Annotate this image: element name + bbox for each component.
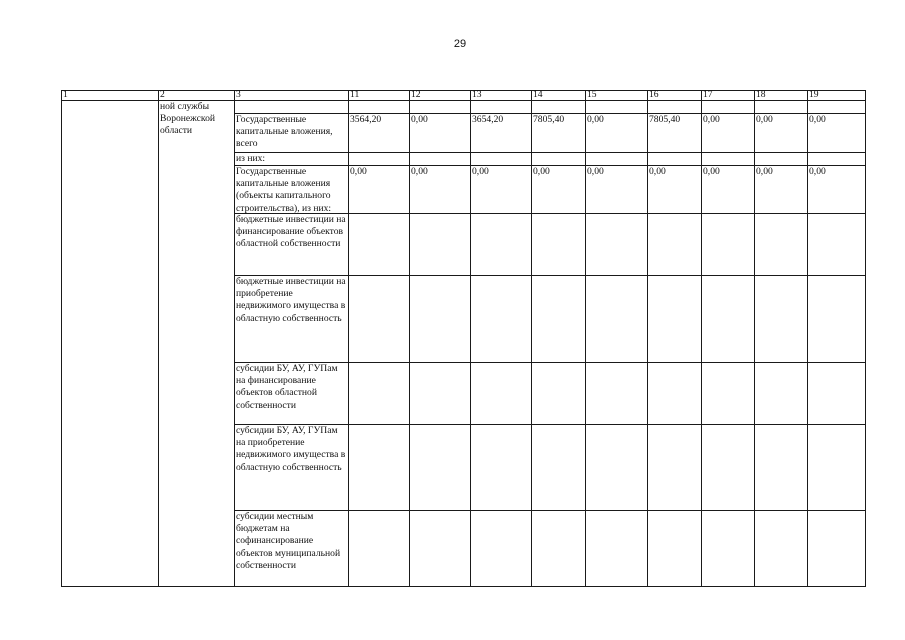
value-cell: 0,00 (703, 114, 720, 125)
column-header: 16 (649, 89, 659, 100)
table-border-left (61, 90, 62, 586)
value-cell: 0,00 (350, 166, 367, 177)
table-border-right (865, 90, 866, 586)
row-label: из них: (236, 153, 266, 164)
row-label: бюджетные инвестиции на финансирование объектов областной собственности (236, 214, 346, 250)
column-header: 1 (63, 89, 68, 100)
column-header: 18 (756, 89, 766, 100)
column-header: 11 (350, 89, 360, 100)
column-header: 17 (703, 89, 713, 100)
value-cell: 0,00 (649, 166, 666, 177)
column-header: 19 (809, 89, 819, 100)
row-label: субсидии БУ, АУ, ГУПам на приобретение недвижимого имущества в областную собственность (236, 425, 346, 473)
organization-name-line: области (160, 125, 193, 137)
page-number: 29 (453, 38, 467, 50)
organization-name-line: ной службы (160, 101, 210, 112)
value-cell: 0,00 (809, 166, 826, 177)
row-label: бюджетные инвестиции на приобретение недвижимого имущества в областную собственность (236, 276, 346, 324)
row-label: Государственные капитальные вложения (объекты капитального строительства), из них: (236, 166, 332, 214)
table-border-bottom (61, 586, 866, 587)
value-cell: 0,00 (472, 166, 489, 177)
column-header: 2 (160, 89, 165, 100)
column-header: 14 (533, 89, 543, 100)
row-label: Государственные капитальные вложения, всего (236, 114, 333, 150)
value-cell: 0,00 (411, 166, 428, 177)
value-cell: 7805,40 (649, 114, 681, 125)
column-header: 12 (411, 89, 421, 100)
column-header: 13 (472, 89, 482, 100)
value-cell: 0,00 (533, 166, 550, 177)
row-label: субсидии БУ, АУ, ГУПам на финансирование объектов областной собственности (236, 363, 338, 411)
value-cell: 0,00 (703, 166, 720, 177)
value-cell: 7805,40 (533, 114, 565, 125)
column-header: 3 (236, 89, 241, 100)
value-cell: 0,00 (587, 166, 604, 177)
budget-table (61, 90, 865, 586)
organization-name-line: Воронежской (160, 113, 215, 125)
column-header: 15 (587, 89, 597, 100)
column-divider (158, 90, 159, 586)
value-cell: 0,00 (411, 114, 428, 125)
value-cell: 3654,20 (472, 114, 504, 125)
value-cell: 0,00 (587, 114, 604, 125)
row-label: субсидии местным бюджетам на софинансирование объектов муниципальной собственности (236, 511, 341, 571)
value-cell: 0,00 (756, 114, 773, 125)
value-cell: 3564,20 (350, 114, 382, 125)
value-cell: 0,00 (756, 166, 773, 177)
value-cell: 0,00 (809, 114, 826, 125)
